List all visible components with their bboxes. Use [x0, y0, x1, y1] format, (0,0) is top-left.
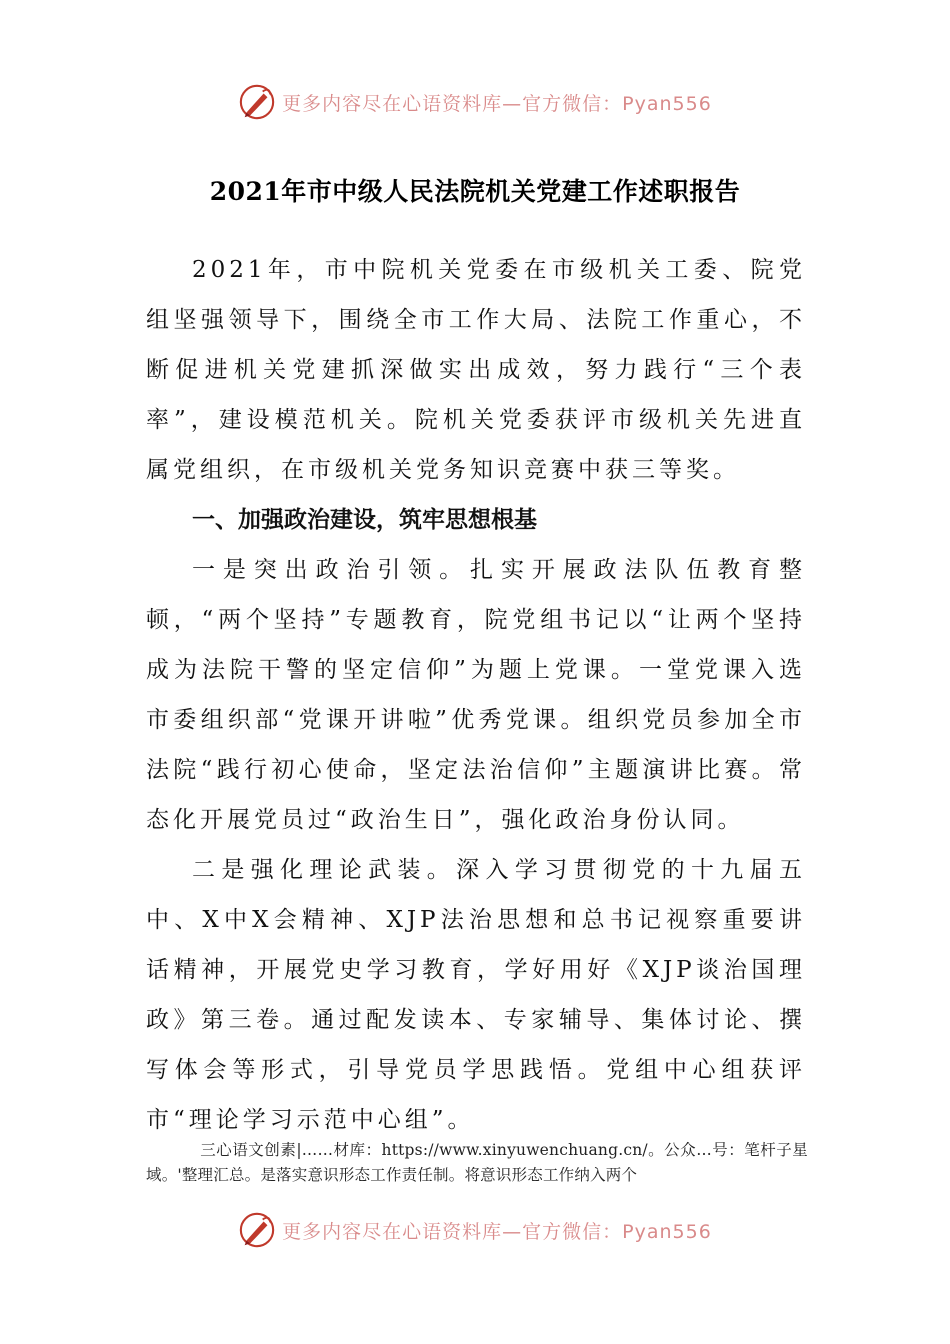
document-title: 2021年市中级人民法院机关党建工作述职报告 [209, 177, 741, 206]
body-paragraph: 一是突出政治引领。扎实开展政法队伍教育整顿，“两个坚持”专题教育，院党组书记以“让两个坚持成为法院干警的坚定信仰”为题上党课。一堂党课入选市委组织部“党课开讲啦”优秀党课。组织党员参加全市法院“践行初心使命，坚定法治信仰”主题演讲比赛。常态化开展党员过“政治生日”，强化政治身份认同。 [146, 557, 806, 833]
body-paragraph: 二是强化理论武装。深入学习贯彻党的十九届五中、X中X会精神、XJP法治思想和总书记视察重要讲话精神，开展党史学习教育，学好用好《XJP谈治国理政》第三卷。通过配发读本、专家辅导、集体讨论、撰写体会等形式，引导党员学思践悟。党组中心组获评市“理论学习示范中心组”。 [146, 857, 806, 1133]
banner-text: 更多内容尽在心语资料库—官方微信：Pyan556 [282, 1220, 712, 1243]
footnote: 三心语文创素|……材库：https://www.xinyuwenchuang.cn/。公众…号：笔杆子星域。'整理汇总。是落实意识形态工作责任制。将意识形态工作纳入两个 [146, 1141, 808, 1184]
pen-logo-icon [238, 83, 276, 121]
header-banner [0, 80, 950, 124]
section-heading: 一、加强政治建设，筑牢思想根基 [192, 507, 537, 533]
banner-text: 更多内容尽在心语资料库—官方微信：Pyan556 [282, 92, 712, 115]
footer-banner [0, 1208, 950, 1252]
pen-logo-icon [238, 1211, 276, 1249]
document-body [146, 245, 806, 1145]
intro-paragraph: 2021年，市中院机关党委在市级机关工委、院党组坚强领导下，围绕全市工作大局、法院工作重心，不断促进机关党建抓深做实出成效，努力践行“三个表率”，建设模范机关。院机关党委获评市级机关先进直属党组织，在市级机关党务知识竞赛中获三等奖。 [146, 257, 806, 483]
